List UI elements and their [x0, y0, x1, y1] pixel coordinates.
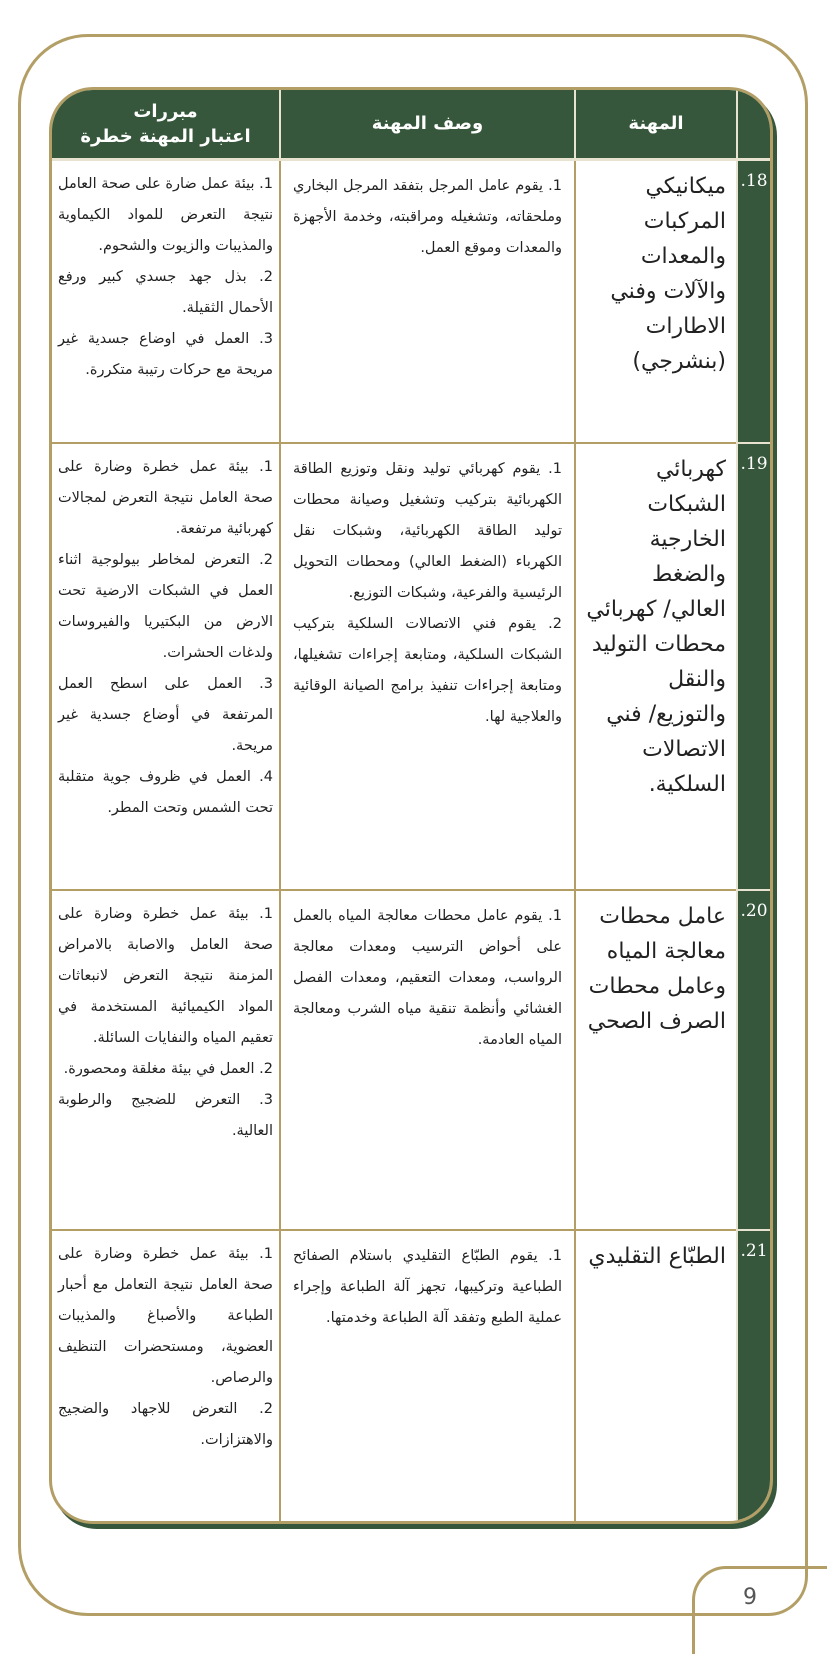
header-description: وصف المهنة — [280, 90, 575, 160]
table-row — [52, 160, 770, 443]
job-title: كهربائي الشبكات الخارجية والضغط العالي/ كهربائي محطات التوليد والنقل والتوزيع/ فني الاتصالات السلكية. — [575, 443, 737, 890]
hazardous-jobs-table — [49, 87, 773, 1524]
header-justification — [52, 90, 280, 160]
table-row — [52, 1230, 770, 1522]
row-number: 21. — [737, 1230, 770, 1522]
description-item: 1. يقوم عامل محطات معالجة المياه بالعمل على أحواض الترسيب ومعدات معالجة الرواسب، ومعدات التعقيم، ومعدات الفصل الغشائي وأنظمة تنقية مياه الشرب ومعالجة المياه العادمة. — [293, 907, 562, 1048]
justification-item: 2. التعرض للاجهاد والضجيج والاهتزازات. — [58, 1400, 273, 1448]
job-title: ميكانيكي المركبات والمعدات والآلات وفني الاطارات (بنشرجي) — [575, 160, 737, 443]
header-justification-line1: مبررات — [133, 100, 198, 122]
job-title: عامل محطات معالجة المياه وعامل محطات الصرف الصحي — [575, 890, 737, 1230]
justification-item: 1. بيئة عمل خطرة وضارة على صحة العامل نتيجة التعرض لمجالات كهربائية مرتفعة. — [58, 458, 273, 537]
justification-item: 1. بيئة عمل خطرة وضارة على صحة العامل والاصابة بالامراض المزمنة نتيجة التعرض لانبعاثات المواد الكيميائية المستخدمة في تعقيم المياه والنفايات السائلة. — [58, 905, 273, 1046]
table-header-row — [52, 90, 770, 160]
description-item: 1. يقوم عامل المرجل بتفقد المرجل البخاري وملحقاته، وتشغيله ومراقبته، وخدمة الأجهزة والمعدات وموقع العمل. — [293, 178, 562, 256]
job-description — [280, 890, 575, 1230]
table-row — [52, 443, 770, 890]
table-row — [52, 890, 770, 1230]
description-item: 1. يقوم الطبّاع التقليدي باستلام الصفائح الطباعية وتركيبها، تجهز آلة الطباعة وإجراء عملية الطبع وتفقد آلة الطباعة وخدمتها. — [293, 1247, 562, 1326]
justification-item: 1. بيئة عمل خطرة وضارة على صحة العامل نتيجة التعامل مع أحبار الطباعة والأصباغ والمذيبات العضوية، ومستحضرات التنظيف والرصاص. — [58, 1245, 273, 1386]
justification-item: 3. العمل في اوضاع جسدية غير مريحة مع حركات رتيبة متكررة. — [58, 331, 273, 378]
header-job: المهنة — [575, 90, 737, 160]
justification-item: 1. بيئة عمل ضارة على صحة العامل نتيجة التعرض للمواد الكيماوية والمذيبات والزيوت والشحوم. — [58, 176, 273, 254]
page-number-tab — [692, 1566, 827, 1654]
header-justification-line2: اعتبار المهنة خطرة — [80, 126, 251, 147]
job-justifications — [52, 443, 280, 890]
justification-item: 3. العمل على اسطح العمل المرتفعة في أوضاع جسدية غير مريحة. — [58, 675, 273, 754]
description-item: 2. يقوم فني الاتصالات السلكية بتركيب الشبكات السلكية، ومتابعة إجراءات تشغيلها، ومتابعة إجراءات تنفيذ برامج الصيانة الوقائية والعلاجية لها. — [293, 615, 562, 725]
description-item: 1. يقوم كهربائي توليد ونقل وتوزيع الطاقة الكهربائية بتركيب وتشغيل وصيانة محطات توليد الطاقة الكهربائية، وشبكات نقل الكهرباء (الضغط العالي) ومحطات التحويل الرئيسية والفرعية، وشبكات التوزيع. — [293, 460, 562, 601]
justification-item: 2. التعرض لمخاطر بيولوجية اثناء العمل في الشبكات الارضية تحت الارض من البكتيريا والفيروسات ولدغات الحشرات. — [58, 551, 273, 661]
row-number: 18. — [737, 160, 770, 443]
row-number: 19. — [737, 443, 770, 890]
justification-item: 2. العمل في بيئة مغلقة ومحصورة. — [63, 1060, 273, 1077]
row-number: 20. — [737, 890, 770, 1230]
justification-item: 4. العمل في ظروف جوية متقلبة تحت الشمس وتحت المطر. — [58, 768, 273, 816]
job-justifications — [52, 1230, 280, 1522]
job-justifications — [52, 890, 280, 1230]
job-title: الطبّاع التقليدي — [575, 1230, 737, 1522]
justification-item: 2. بذل جهد جسدي كبير ورفع الأحمال الثقيلة. — [58, 269, 273, 316]
job-justifications — [52, 160, 280, 443]
job-description — [280, 160, 575, 443]
page-number: 9 — [743, 1585, 757, 1610]
justification-item: 3. التعرض للضجيج والرطوبة العالية. — [58, 1091, 273, 1139]
job-description — [280, 1230, 575, 1522]
job-description — [280, 443, 575, 890]
